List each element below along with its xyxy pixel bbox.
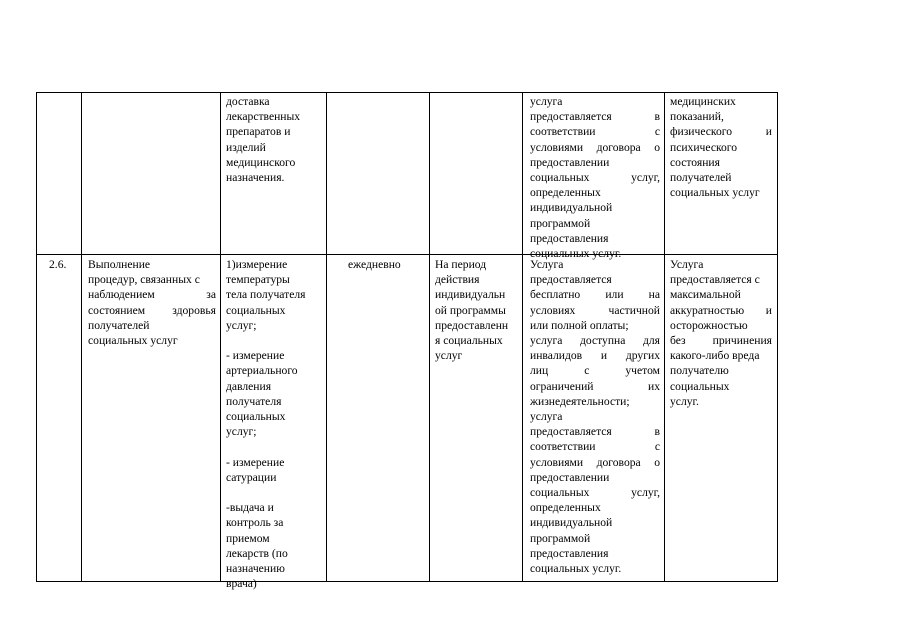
text-line: определенных: [530, 186, 601, 200]
text-line: я социальных: [435, 334, 503, 348]
text-line: препаратов и: [226, 125, 291, 139]
evaluation-cell: [670, 257, 772, 409]
text-line: лиц с учетом: [530, 364, 660, 378]
text-line: социальных: [670, 379, 730, 393]
text-line: психического: [670, 140, 738, 154]
text-line: индивидуальной: [530, 201, 613, 215]
text-line: состоянием здоровья: [88, 303, 216, 317]
text-line: артериального: [226, 364, 298, 378]
text-line: предоставлении: [530, 470, 610, 484]
text-line: медицинских: [670, 95, 736, 108]
text-line: предоставления: [530, 231, 609, 245]
text-line: изделий: [226, 140, 266, 154]
text-line: На период: [435, 258, 487, 271]
text-line: температуры: [226, 273, 290, 287]
table-col-line: [429, 92, 430, 582]
table-col-line: [664, 92, 665, 582]
text-line: предоставленн: [435, 318, 509, 332]
text-line: социальных: [226, 303, 286, 317]
conditions-cell: [530, 257, 660, 576]
table-border-bottom: [36, 581, 778, 582]
text-line: максимальной: [670, 288, 741, 302]
text-line: социальных услуг.: [530, 562, 622, 576]
text-line: предоставляется: [530, 273, 612, 287]
text-line: ой программы: [435, 303, 506, 317]
text-line: услуга доступна для: [530, 334, 660, 348]
text-line: лекарств (по: [226, 546, 288, 560]
text-line: определенных: [530, 501, 601, 515]
table-col-line: [220, 92, 221, 582]
text-line: [226, 333, 322, 348]
text-line: социальных услуг: [670, 186, 760, 200]
table-row-divider: [36, 254, 778, 255]
text-line: услуг;: [226, 318, 257, 332]
text-line: получателей: [88, 318, 150, 332]
text-line: жизнедеятельности;: [530, 394, 630, 408]
text-line: [226, 439, 322, 454]
text-line: лекарственных: [226, 110, 301, 124]
text-line: доставка: [226, 95, 270, 108]
text-line: ограничений их: [530, 379, 660, 393]
text-line: индивидуальной: [530, 516, 613, 530]
text-line: аккуратностью и: [670, 303, 772, 317]
text-line: предоставлении: [530, 155, 610, 169]
text-line: условиями договора о: [530, 140, 660, 154]
text-line: [226, 485, 322, 500]
text-line: давления: [226, 379, 272, 393]
text-line: получателей: [670, 171, 732, 185]
service-name-cell: [88, 257, 216, 348]
cont-evaluation-cell: [670, 94, 772, 200]
text-line: или полной оплаты;: [530, 318, 629, 332]
text-line: назначению: [226, 562, 285, 576]
text-line: -выдача и: [226, 501, 274, 515]
text-line: услуг: [435, 349, 463, 363]
text-line: социальных: [226, 410, 286, 424]
service-content-cell: [226, 257, 322, 591]
table-border-top: [36, 92, 778, 93]
text-line: социальных услуг: [88, 334, 178, 348]
text-line: получателю: [670, 364, 729, 378]
text-line: осторожностью: [670, 318, 748, 332]
text-line: медицинского: [226, 155, 296, 169]
text-line: какого-либо вреда: [670, 349, 760, 363]
text-line: назначения.: [226, 171, 285, 185]
text-line: услуг;: [226, 425, 257, 439]
term-cell: [435, 257, 521, 363]
text-line: предоставляется в: [530, 425, 660, 439]
text-line: физического и: [670, 125, 772, 139]
table-col-line: [326, 92, 327, 582]
text-line: социальных услуг,: [530, 171, 660, 185]
text-line: бесплатно или на: [530, 288, 660, 302]
text-line: - измерение: [226, 349, 285, 363]
text-line: - измерение: [226, 455, 285, 469]
text-line: сатурации: [226, 470, 277, 484]
text-line: контроль за: [226, 516, 284, 530]
text-line: предоставления: [530, 546, 609, 560]
text-line: программой: [530, 216, 591, 230]
text-line: условиях частичной: [530, 303, 660, 317]
text-line: соответствии с: [530, 125, 660, 139]
text-line: услуга: [530, 410, 563, 424]
text-line: действия: [435, 273, 480, 287]
table-col-line: [777, 92, 778, 582]
cont-services-cell: [226, 94, 318, 185]
text-line: условиями договора о: [530, 455, 660, 469]
frequency-cell: ежедневно: [348, 258, 401, 271]
text-line: Услуга: [530, 258, 564, 271]
cont-conditions-cell: [530, 94, 660, 261]
text-line: социальных услуг.: [530, 247, 622, 261]
text-line: 1)измерение: [226, 258, 288, 271]
text-line: показаний,: [670, 110, 724, 124]
text-line: приемом: [226, 531, 270, 545]
text-line: социальных услуг,: [530, 486, 660, 500]
text-line: услуг.: [670, 394, 699, 408]
text-line: получателя: [226, 394, 282, 408]
table-col-line: [36, 92, 37, 582]
text-line: тела получателя: [226, 288, 306, 302]
text-line: Услуга: [670, 258, 704, 271]
text-line: состояния: [670, 155, 720, 169]
text-line: наблюдением за: [88, 288, 216, 302]
text-line: программой: [530, 531, 591, 545]
text-line: Выполнение: [88, 258, 151, 271]
text-line: процедур, связанных с: [88, 273, 200, 287]
table-col-line: [522, 92, 523, 582]
text-line: инвалидов и других: [530, 349, 660, 363]
table-col-line: [81, 92, 82, 582]
row-number: 2.6.: [49, 258, 67, 271]
text-line: предоставляется с: [670, 273, 760, 287]
text-line: соответствии с: [530, 440, 660, 454]
text-line: индивидуальн: [435, 288, 506, 302]
text-line: предоставляется в: [530, 110, 660, 124]
text-line: без причинения: [670, 334, 772, 348]
text-line: услуга: [530, 95, 563, 108]
text-line: врача): [226, 577, 257, 591]
